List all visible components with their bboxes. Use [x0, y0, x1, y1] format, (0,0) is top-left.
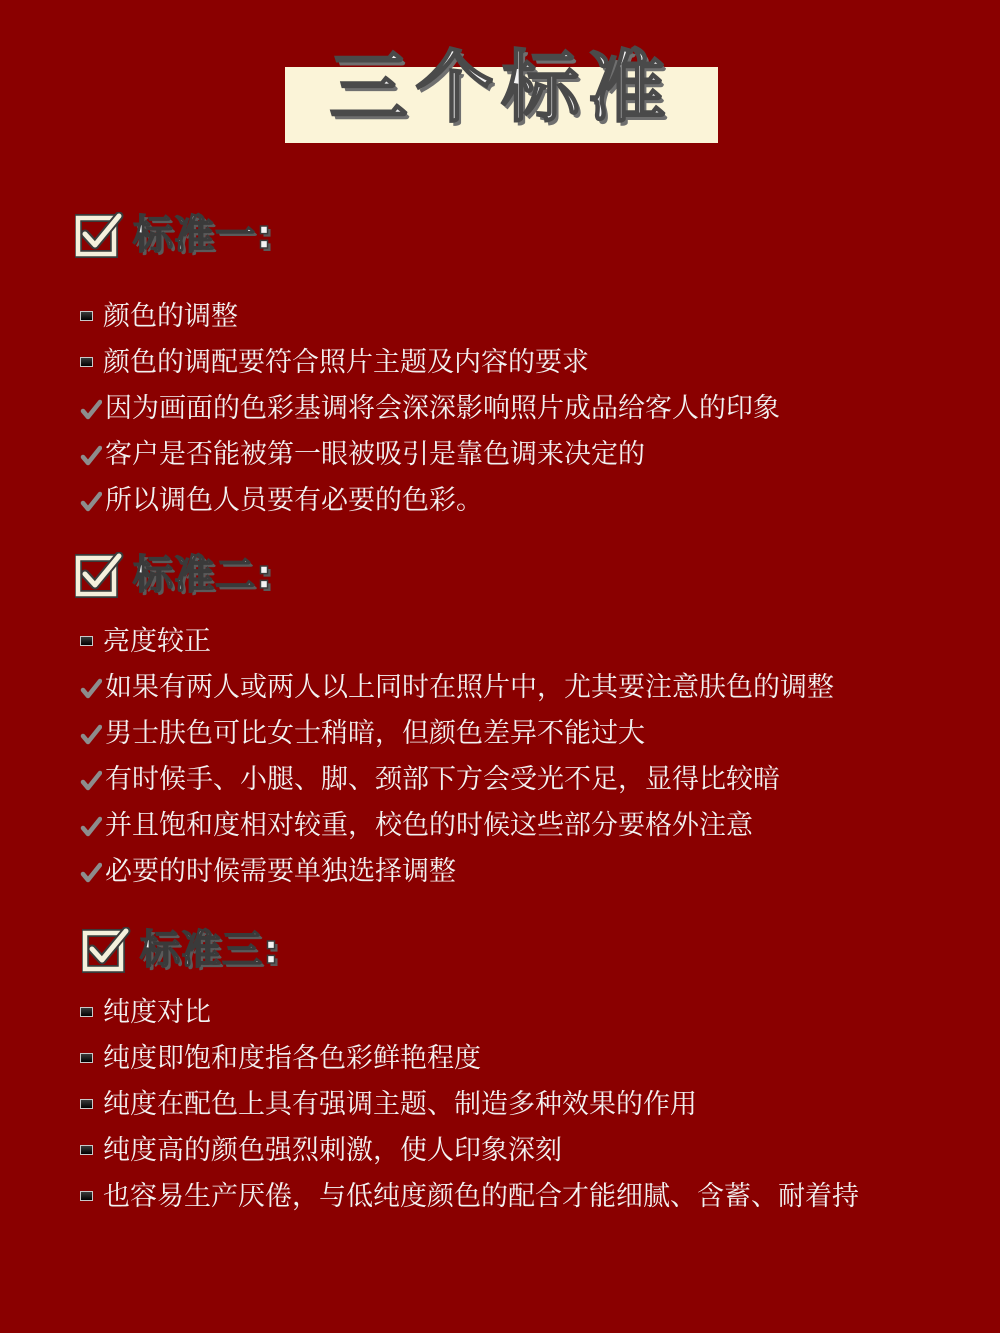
list-item-text: 也容易生产厌倦，与低纯度颜色的配合才能细腻、含蓄、耐着持 — [103, 1180, 859, 1212]
list-item — [80, 851, 456, 891]
list-item — [80, 667, 834, 707]
black-square-icon — [80, 311, 93, 321]
list-item-text: 如果有两人或两人以上同时在照片中，尤其要注意肤色的调整 — [105, 671, 834, 703]
black-square-icon — [80, 1007, 93, 1017]
list-item — [80, 713, 645, 753]
section-heading-2 — [75, 550, 273, 600]
list-item — [80, 388, 780, 428]
checked-box-icon — [75, 212, 121, 258]
list-item — [80, 296, 238, 336]
list-item-text: 必要的时候需要单独选择调整 — [105, 855, 456, 887]
black-square-icon — [80, 1191, 93, 1201]
checkmark-icon — [80, 724, 102, 746]
list-item-text: 因为画面的色彩基调将会深深影响照片成品给客人的印象 — [105, 392, 780, 424]
title-banner — [285, 43, 718, 143]
list-item-text: 纯度在配色上具有强调主题、制造多种效果的作用 — [103, 1088, 697, 1120]
list-item-text: 所以调色人员要有必要的色彩。 — [105, 484, 483, 516]
list-item-text: 男士肤色可比女士稍暗，但颜色差异不能过大 — [105, 717, 645, 749]
list-item-text: 有时候手、小腿、脚、颈部下方会受光不足，显得比较暗 — [105, 763, 780, 795]
list-item-text: 颜色的调配要符合照片主题及内容的要求 — [103, 346, 589, 378]
black-square-icon — [80, 357, 93, 367]
checked-box-icon — [75, 552, 121, 598]
section-heading-1 — [75, 210, 273, 260]
section-heading-text: 标准一: — [133, 212, 273, 258]
checked-box-icon — [82, 927, 128, 973]
list-item-text: 颜色的调整 — [103, 300, 238, 332]
black-square-icon — [80, 1099, 93, 1109]
list-item — [80, 621, 211, 661]
list-item-text: 亮度较正 — [103, 625, 211, 657]
black-square-icon — [80, 1145, 93, 1155]
list-item — [80, 342, 589, 382]
list-item-text: 纯度高的颜色强烈刺激，使人印象深刻 — [103, 1134, 562, 1166]
checkmark-icon — [80, 862, 102, 884]
list-item — [80, 1176, 859, 1216]
list-item — [80, 1130, 562, 1170]
list-item — [80, 434, 645, 474]
list-item — [80, 759, 780, 799]
list-item — [80, 1084, 697, 1124]
list-item-text: 客户是否能被第一眼被吸引是靠色调来决定的 — [105, 438, 645, 470]
black-square-icon — [80, 1053, 93, 1063]
list-item — [80, 480, 483, 520]
checkmark-icon — [80, 678, 102, 700]
checkmark-icon — [80, 445, 102, 467]
checkmark-icon — [80, 816, 102, 838]
section-heading-text: 标准三: — [140, 927, 280, 973]
checkmark-icon — [80, 491, 102, 513]
checkmark-icon — [80, 399, 102, 421]
list-item — [80, 805, 753, 845]
section-heading-3 — [82, 925, 280, 975]
black-square-icon — [80, 636, 93, 646]
list-item — [80, 1038, 481, 1078]
checkmark-icon — [80, 770, 102, 792]
section-heading-text: 标准二: — [133, 552, 273, 598]
list-item-text: 并且饱和度相对较重，校色的时候这些部分要格外注意 — [105, 809, 753, 841]
list-item-text: 纯度对比 — [103, 996, 211, 1028]
list-item — [80, 992, 211, 1032]
list-item-text: 纯度即饱和度指各色彩鲜艳程度 — [103, 1042, 481, 1074]
page-title: 三个标准 — [329, 43, 674, 133]
